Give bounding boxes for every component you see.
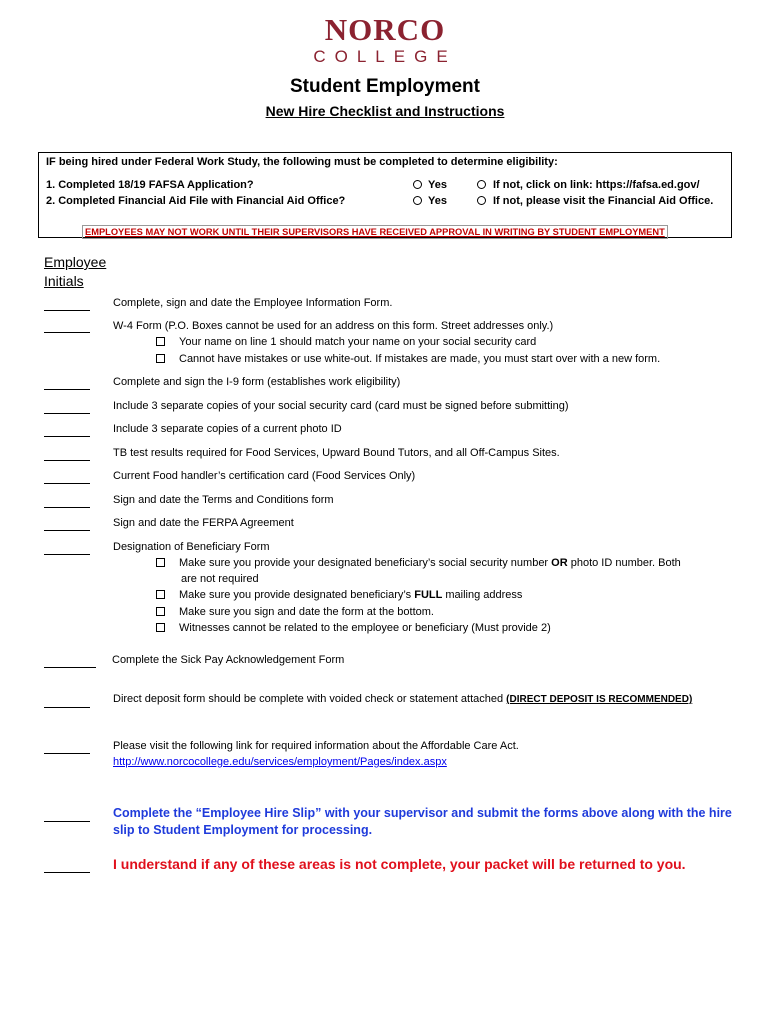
checkbox-icon[interactable] bbox=[156, 623, 165, 632]
page-title: Student Employment bbox=[289, 76, 480, 97]
item-employee-information: Complete, sign and date the Employee Information Form. bbox=[113, 297, 393, 309]
item-tb-test: TB test results required for Food Services, Upward Bound Tutors, and all Off-Campus Sites. bbox=[113, 447, 560, 459]
fws-row-1-yes-radio[interactable] bbox=[413, 180, 422, 189]
item-terms-conditions: Sign and date the Terms and Conditions form bbox=[113, 494, 334, 506]
w4-sub-item-2: Cannot have mistakes or use white-out. If mistakes are made, you must start over with a new form. bbox=[156, 353, 660, 365]
item-food-handler: Current Food handler’s certification card (Food Services Only) bbox=[113, 470, 416, 482]
checkbox-icon[interactable] bbox=[156, 337, 165, 346]
item-w4: W-4 Form (P.O. Boxes cannot be used for an address on this form. Street addresses only.) bbox=[113, 320, 554, 332]
item-beneficiary: Designation of Beneficiary Form bbox=[113, 541, 270, 553]
w4-sub-item-1: Your name on line 1 should match your name on your social security card bbox=[156, 336, 536, 348]
checkbox-icon[interactable] bbox=[156, 590, 165, 599]
initial-blank-food[interactable] bbox=[44, 482, 90, 484]
logo-norco: NORCO bbox=[324, 12, 446, 47]
initial-blank-hire-slip[interactable] bbox=[44, 820, 90, 822]
item-photo-id: Include 3 separate copies of a current photo ID bbox=[113, 423, 342, 435]
initial-blank-beneficiary[interactable] bbox=[44, 553, 90, 555]
initial-blank-emp-info[interactable] bbox=[44, 309, 90, 311]
item-social-security-card: Include 3 separate copies of your social security card (card must be signed before submitting) bbox=[113, 400, 569, 412]
initial-blank-ssc[interactable] bbox=[44, 412, 90, 414]
checkbox-icon[interactable] bbox=[156, 354, 165, 363]
item-hire-slip-line-2: slip to Student Employment for processing. bbox=[113, 823, 373, 837]
initial-blank-tb[interactable] bbox=[44, 459, 90, 461]
item-understand: I understand if any of these areas is not complete, your packet will be returned to you. bbox=[113, 856, 686, 872]
beneficiary-sub-item-2: Make sure you provide designated beneficiary’s FULL mailing address bbox=[156, 589, 522, 601]
fws-row-2-no-radio[interactable] bbox=[477, 196, 486, 205]
beneficiary-sub-item-1-cont: are not required bbox=[181, 573, 259, 585]
fws-row-1-yes-label: Yes bbox=[428, 179, 447, 191]
initial-blank-sick-pay[interactable] bbox=[44, 666, 96, 668]
fws-row-2-yes-label: Yes bbox=[428, 195, 447, 207]
beneficiary-sub-item-3: Make sure you sign and date the form at the bottom. bbox=[156, 606, 434, 618]
fws-row-2-label: 2. Completed Financial Aid File with Financial Aid Office? bbox=[46, 195, 346, 207]
aca-link[interactable]: http://www.norcocollege.edu/services/employment/Pages/index.aspx bbox=[113, 756, 447, 768]
item-direct-deposit: Direct deposit form should be complete with voided check or statement attached (DIRECT DEPOSIT IS RECOMMENDED) bbox=[113, 693, 693, 705]
initial-blank-ferpa[interactable] bbox=[44, 529, 90, 531]
warning-banner: EMPLOYEES MAY NOT WORK UNTIL THEIR SUPERVISORS HAVE RECEIVED APPROVAL IN WRITING BY STUDENT EMPLOYMENT bbox=[82, 225, 668, 239]
fws-row-2-if-not: If not, please visit the Financial Aid Office. bbox=[493, 195, 714, 207]
beneficiary-sub-item-1: Make sure you provide your designated beneficiary’s social security number OR photo ID number. Both bbox=[156, 557, 681, 569]
initial-blank-w4[interactable] bbox=[44, 331, 90, 333]
fws-row-2-yes-radio[interactable] bbox=[413, 196, 422, 205]
item-affordable-care-act: Please visit the following link for required information about the Affordable Care Act. bbox=[113, 740, 519, 752]
checkbox-icon[interactable] bbox=[156, 558, 165, 567]
initial-blank-i9[interactable] bbox=[44, 388, 90, 390]
item-i9: Complete and sign the I-9 form (establishes work eligibility) bbox=[113, 376, 401, 388]
employee-label: Employee bbox=[44, 254, 107, 270]
initial-blank-terms[interactable] bbox=[44, 506, 90, 508]
fws-row-1-if-not: If not, click on link: https://fafsa.ed.gov/ bbox=[493, 179, 700, 191]
page-subtitle: New Hire Checklist and Instructions bbox=[265, 103, 505, 119]
initials-label: Initials bbox=[44, 273, 84, 289]
fws-row-1-no-radio[interactable] bbox=[477, 180, 486, 189]
item-ferpa: Sign and date the FERPA Agreement bbox=[113, 517, 294, 529]
initial-blank-aca[interactable] bbox=[44, 752, 90, 754]
item-sick-pay: Complete the Sick Pay Acknowledgement Form bbox=[112, 654, 345, 666]
fws-heading: IF being hired under Federal Work Study, the following must be completed to determine eligibility: bbox=[46, 156, 558, 168]
logo-college: COLLEGE bbox=[313, 47, 457, 66]
initial-blank-direct-deposit[interactable] bbox=[44, 706, 90, 708]
item-hire-slip-line-1: Complete the “Employee Hire Slip” with your supervisor and submit the forms above along with the hire bbox=[113, 806, 732, 820]
beneficiary-sub-item-4: Witnesses cannot be related to the employee or beneficiary (Must provide 2) bbox=[156, 622, 551, 634]
initial-blank-understand[interactable] bbox=[44, 871, 90, 873]
checkbox-icon[interactable] bbox=[156, 607, 165, 616]
fws-row-1-label: 1. Completed 18/19 FAFSA Application? bbox=[46, 179, 254, 191]
initial-blank-photo[interactable] bbox=[44, 435, 90, 437]
